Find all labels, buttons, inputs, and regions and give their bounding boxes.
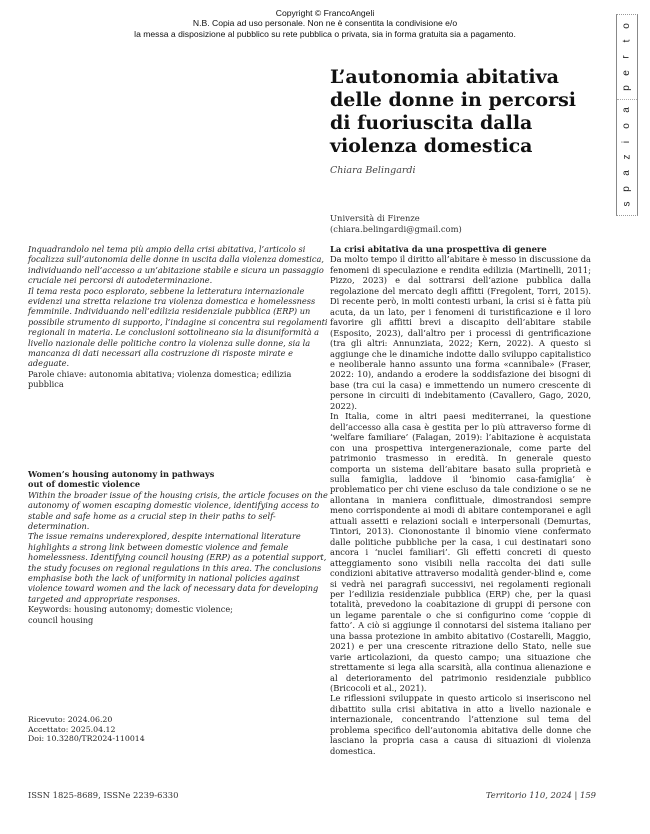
article-title: L’autonomia abitativa delle donne in percorsi di fuoriuscita dalla violenza domestica — [330, 66, 576, 157]
issn-footer: ISSN 1825-8689, ISSNe 2239-6330 — [28, 790, 179, 800]
section-tab-letter: p — [621, 185, 632, 192]
doi: Doi: 10.3280/TR2024-110014 — [28, 734, 145, 744]
section-tab-letter: i — [620, 140, 632, 143]
keywords-english: council housing — [28, 614, 94, 625]
notice-line: la messa a disposizione al pubblico su rete pubblica o privata, sia in forma gratuita sia a pagamento. — [134, 28, 516, 39]
abstract-paragraph: Inquadrandolo nel tema più ampio della crisi abitativa, l’articolo si focalizza sull’autonomia delle donne in uscita dalla violenza domestica, individuando nell’accesso a un’abitazione stabile e sicura un passaggio cruciale nei percorsi di autodeterminazione. — [28, 244, 324, 286]
abstract-paragraph: Il tema resta poco esplorato, sebbene la letteratura internazionale evidenzi una stretta relazione tra violenza domestica e homelessness femminile. Individuando nell’edilizia residenziale pubblica (ERP) un possibile strumento di supporto, l’indagine si concentra sui regolamenti regionali in materia. Le conclusioni sottolineano sia la disuniformità a livello nazionale delle politiche contro la violenza sulle donne, sia la mancanza di dati necessari alla costruzione di risposte mirate e adeguate. — [28, 285, 328, 369]
section-tab-letter: r — [621, 55, 632, 59]
section-tab-letter: p — [621, 85, 632, 91]
section-tab-letter: a — [621, 170, 632, 176]
keywords-italian: Parole chiave: autonomia abitativa; violenza domestica; edilizia pubblica — [28, 368, 292, 390]
keywords-english: Keywords: housing autonomy; domestic violence; — [28, 604, 233, 615]
section-tab-letter: o — [621, 123, 632, 129]
notice-line: N.B. Copia ad uso personale. Non ne è consentita la condivisione e/o — [192, 18, 458, 29]
abstract-paragraph: The issue remains underexplored, despite international literature highlights a strong link between domestic violence and female homelessness. Identifying council housing (ERP) as a potential support, the study focuses on regional regulations in this area. The conclusions emphasise both the lack of uniformity in national policies against violence toward women and the lack of necessary data for developing targeted and appropriate responses. — [28, 531, 327, 604]
section-tab-letter: t — [621, 39, 632, 43]
section-tab-letter: a — [621, 107, 632, 114]
section-heading: La crisi abitativa da una prospettiva di genere — [330, 244, 547, 254]
accepted-date: Accettato: 2025.04.12 — [28, 724, 116, 734]
section-tab-letter: e — [621, 69, 632, 76]
affiliation-email: (chiara.belingardi@gmail.com) — [330, 223, 462, 234]
notice-line: Copyright © FrancoAngeli — [275, 8, 375, 18]
section-tab-letter: s — [621, 201, 632, 207]
body-paragraph: In Italia, come in altri paesi mediterranei, la questione dell’accesso alla casa è gestita per lo più attraverso forme di ‘welfare familiare’ (Falagan, 2019): l’abitazione è acquistata con una prospettiva intergenerazionale, come parte del patrimonio trasmesso in eredità. In generale questo comporta un sistema dell’abitare basato sulla proprietà e sulla famiglia, laddove il ‘binomio casa-famiglia’ è problematico per chi viene escluso da tale condizione o se ne allontana in maniera conflittuale, dimostrandosi sempre meno corrispondente ai modi di abitare contemporanei e agli attuali assetti e relazioni sociali e interpersonali (Demurtas, Tintori, 2013). Ciononostante il binomio viene confermato dalle politiche pubbliche per la casa, i cui destinatari sono ancora i ‘nuclei familiari’. Gli effetti concreti di questo atteggiamento sono visibili nella raccolta dei dati sulle condizioni abitative attraverso modalità gender-blind e, come si vedrà nei paragrafi successivi, nei regolamenti regionali per l’edilizia residenziale pubblica (ERP) che, per la quasi totalità, prevedono la coabitazione di gruppi di persone con un legame parentale o che si configurino come ‘coppie di fatto’. A ciò si aggiunge il connotarsi del sistema italiano per una bassa protezione in ambito abitativo (Costarelli, Maggio, 2021) e per una crescente ritrazione dello Stato, nelle sue varie articolazioni, da questo campo; una situazione che strettamente si lega alla scarsità, alla continua alienazione e al deterioramento del patrimonio residenziale pubblico (Bricocoli et al., 2021). — [330, 411, 591, 694]
section-tab-letter: z — [621, 154, 632, 160]
body-paragraph: Da molto tempo il diritto all’abitare è messo in discussione da fenomeni di speculazione e rendita edilizia (Martinelli, 2011; Pizzo, 2023) e dal sottrarsi dell’azione pubblica dalla regolazione del mercato degli affitti (Fregolent, Torri, 2015). Di recente però, in molti contesti urbani, la crisi si è fatta più acuta, da un lato, per i fenomeni di turistificazione e il loro favorire gli affitti brevi a discapito dell’abitare stabile (Esposito, 2023), dall’altro per i processi di gentrificazione (tra gli altri: Annunziata, 2022; Kern, 2022). A questo si aggiunge che le dinamiche indotte dallo sviluppo capitalistico e neoliberale hanno assunto una forma «cannibale» (Fraser, 2022: 10), andando a erodere la soddisfazione dei bisogni di base (tra cui la casa) e immettendo un numero crescente di persone in circuiti di indebitamento (Cavallero, Gago, 2020, 2022). — [330, 254, 591, 411]
section-tab-divider — [617, 99, 637, 100]
author-affiliation — [330, 213, 462, 234]
article-body — [330, 244, 591, 756]
section-tab-spazio-aperto — [616, 14, 638, 216]
copyright-notice — [0, 8, 650, 39]
abstract-italian — [28, 244, 328, 390]
article-dates — [28, 715, 145, 744]
section-tab-letter: o — [621, 22, 632, 29]
received-date: Ricevuto: 2024.06.20 — [28, 715, 113, 724]
abstract-paragraph: Within the broader issue of the housing crisis, the article focuses on the autonomy of women escaping domestic violence, identifying access to stable and safe home as a crucial step in their paths to self-determination. — [28, 489, 328, 532]
affiliation-institution: Università di Firenze — [330, 213, 420, 223]
body-paragraph: Le riflessioni sviluppate in questo articolo si inseriscono nel dibattito sulla crisi abitativa in atto a livello nazionale e internazionale, concentrando l’attenzione sul tema del problema specifico dell’autonomia abitativa delle donne che lasciano la propria casa a causa di situazioni di violenza domestica. — [330, 693, 591, 756]
abstract-english — [28, 469, 328, 625]
author-name: Chiara Belingardi — [330, 165, 416, 176]
english-title: out of domestic violence — [28, 479, 141, 490]
english-title: Women’s housing autonomy in pathways — [28, 469, 215, 479]
journal-page-footer: Territorio 110, 2024 | 159 — [485, 790, 596, 800]
